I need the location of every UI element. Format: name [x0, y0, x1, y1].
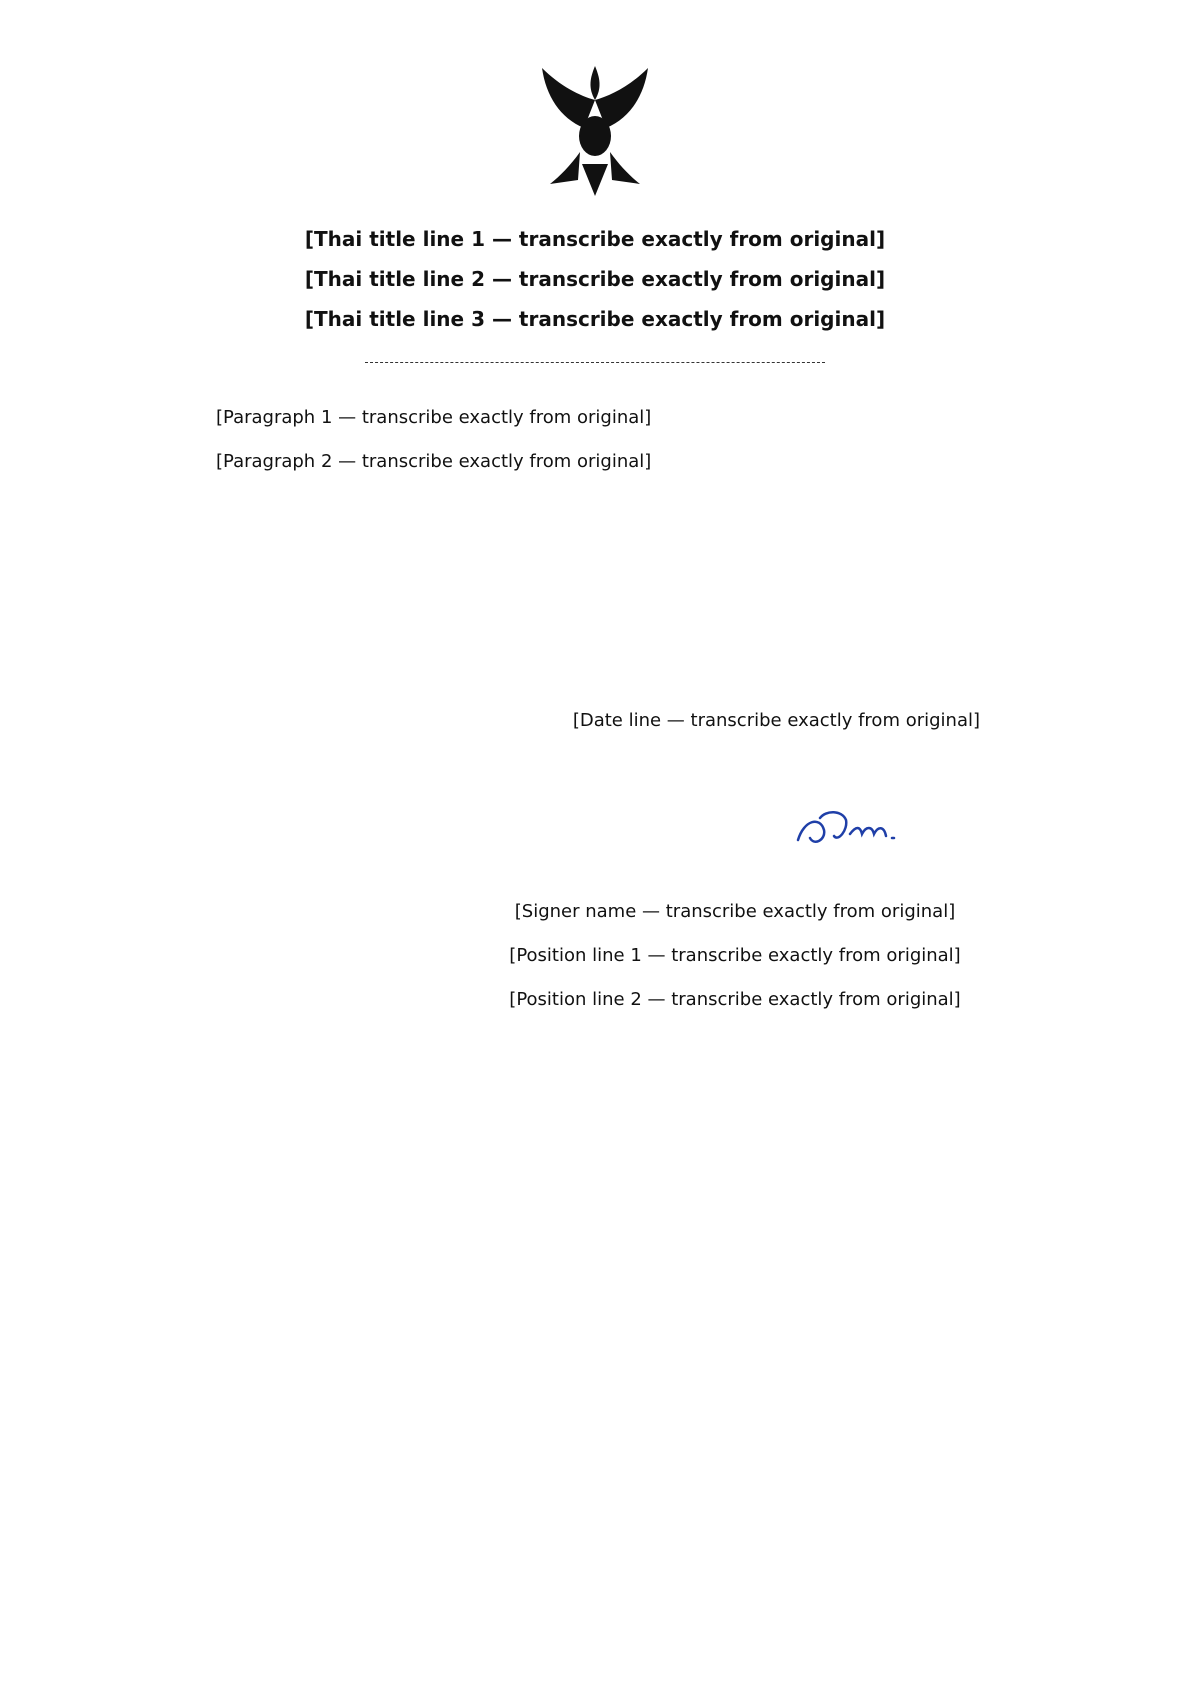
signature-icon [790, 800, 930, 860]
signer-position-line-2: [Position line 2 — transcribe exactly from original] [509, 989, 961, 1010]
announcement-date: [Date line — transcribe exactly from original] [572, 710, 980, 731]
signer-name: [Signer name — transcribe exactly from original] [514, 901, 956, 922]
signer-position-line-1: [Position line 1 — transcribe exactly from original] [509, 945, 961, 966]
announcement-body [118, 398, 1048, 486]
garuda-emblem-icon [520, 56, 670, 206]
body-paragraph-2: [Paragraph 2 — transcribe exactly from original] [216, 451, 652, 472]
garuda-emblem-svg [520, 56, 670, 206]
announcement-title-line-1: [Thai title line 1 — transcribe exactly from original] [304, 227, 886, 251]
announcement-title-line-3: [Thai title line 3 — transcribe exactly from original] [304, 307, 886, 331]
title-divider [365, 362, 825, 363]
announcement-title-line-2: [Thai title line 2 — transcribe exactly from original] [304, 267, 886, 291]
body-paragraph-1: [Paragraph 1 — transcribe exactly from original] [216, 407, 652, 428]
signature-svg [790, 800, 930, 860]
